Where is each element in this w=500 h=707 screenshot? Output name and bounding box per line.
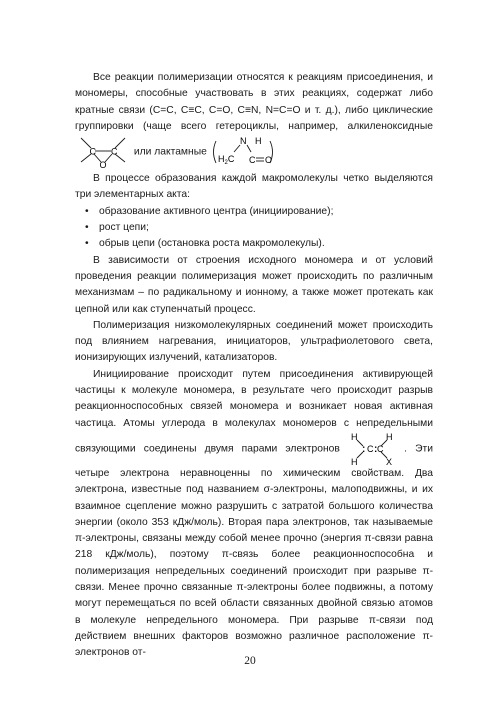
ethylene-atom-c1: C — [366, 443, 374, 454]
paragraph-5-tail: . Эти четыре электрона неравноценны по химическим свойствам. Два электрона, известные под названием σ-электроны, малоподвижны, и их взаимное сцепление можно разрушить с затратой большого количества энергии (около 353 кДж/моль). Вторая пара электронов, так называемые π-электроны, связаны между собой менее прочно (энергия π-связи равна 218 кДж/моль), поэтому π-связь более реакционноспособна и полимеризация непредельных соединений происходит при разрыве π-связи. Менее прочно связанные π-электроны более подвижны, а потому могут перемещаться по всей области связанных двойной связью атомов в молекуле непредельного мономера. При разрыве π-связи под действием внешних факторов возможно различное расположение π-электронов от- — [75, 443, 433, 659]
list-item: • обрыв цепи (остановка роста макромолекулы). — [75, 236, 433, 252]
elementary-acts-list — [75, 204, 433, 253]
lactam-group-h2c: $H_2C$ — [217, 154, 235, 167]
lactam-structure-figure — [210, 135, 282, 169]
paragraph-1 — [75, 70, 433, 169]
ethylene-atom-h3: H — [385, 431, 393, 442]
paragraph-5 — [75, 367, 433, 662]
ethylene-atom-h2: H — [350, 456, 358, 466]
ethylene-atom-c2: C — [376, 443, 384, 454]
ethylene-atom-h1: H — [350, 431, 358, 442]
lactam-atom-c: C — [248, 155, 256, 166]
epoxide-atom-c2: C — [111, 146, 118, 157]
ethylene-atom-x: X — [385, 456, 392, 466]
paragraph-3: В зависимости от строения исходного мономера и от условий проведения реакции полимеризация может происходить по различным механизмам – по радикальному и ионному, а также может протекать как цепной или как ступенчатый процесс. — [75, 254, 433, 315]
text-block-top — [75, 70, 433, 662]
paragraph-4: Полимеризация низкомолекулярных соединений может происходить под влиянием нагревания, инициаторов, ультрафиолетового света, ионизирующих излучений, катализаторов. — [75, 319, 433, 364]
list-item: • рост цепи; — [75, 220, 433, 236]
paragraph-1-or: или лактамные — [133, 146, 207, 158]
paragraph-1-text: Все реакции полимеризации относятся к реакциям присоединения, и мономеры, способные участвовать в этих реакциях, содержат либо кратные связи (C=C, C≡C, C=O, C≡N, N=C=O и т. д.), либо циклические группировки (чаще всего гетероциклы, например, алкиленоксидные — [75, 72, 433, 132]
lactam-atom-h: H — [254, 136, 262, 147]
list-item: • образование активного центра (инициирование); — [75, 204, 433, 220]
paragraph-5-text: Инициирование происходит путем присоединения активирующей частицы к молекуле мономера, в результате чего происходит разрыв реакционноспособных связей мономера и возникает новая активная частица. Атомы углерода в молекулах мономеров с непредельными связующими соединены двумя парами электронов — [75, 368, 433, 455]
lactam-atom-o: O — [264, 155, 272, 166]
ethylene-structure-figure — [348, 432, 396, 466]
epoxide-atom-o: O — [99, 160, 107, 170]
epoxide-atom-c1: C — [89, 146, 96, 157]
epoxide-structure-figure — [75, 135, 131, 169]
page-number: 20 — [244, 655, 256, 667]
ethylene-electron-pair-2: : — [373, 443, 378, 455]
ethylene-electron-pair-1: : — [361, 443, 366, 455]
paragraph-2: В процессе образования каждой макромолекулы четко выделяются три элементарных акта: — [75, 173, 433, 201]
lactam-atom-n: N — [239, 136, 247, 147]
